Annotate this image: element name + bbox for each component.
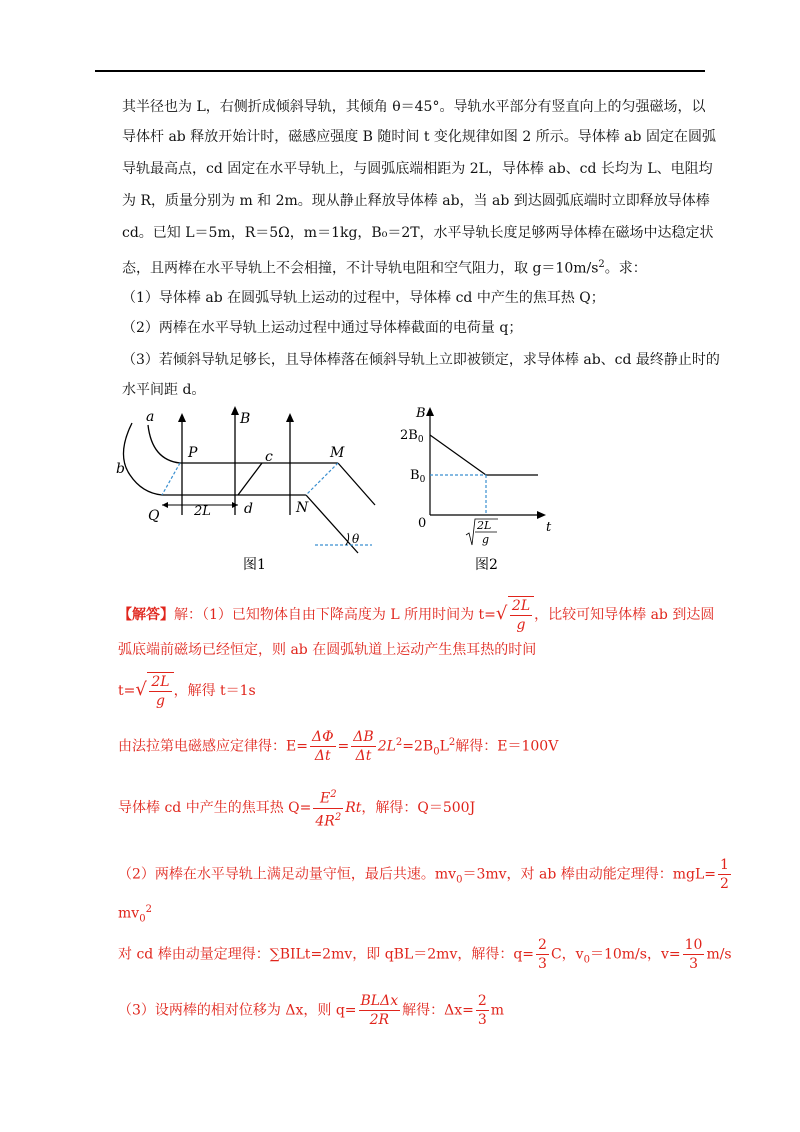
problem-line-2: 导体杆 ab 释放开始计时，磁感应强度 B 随时间 t 变化规律如图 2 所示。导体棒 ab 固定在圆弧 bbox=[122, 129, 716, 145]
label-M: M bbox=[330, 445, 345, 461]
label-c: c bbox=[265, 449, 273, 465]
question-2: （2）两棒在水平导轨上运动过程中通过导体棒截面的电荷量 q； bbox=[122, 320, 523, 336]
solution-line-3: t= √ $\frac{2L}{g}$ ，解得 t＝1s bbox=[118, 672, 256, 710]
label-P: P bbox=[188, 445, 198, 461]
solution-line-2: 弧底端前磁场已经恒定，则 ab 在圆弧轨道上运动产生焦耳热的时间 bbox=[118, 642, 537, 658]
graph-label-2B0: $2B_0$ bbox=[400, 428, 424, 445]
solution-line-4: 由法拉第电磁感应定律得：E= $\frac{\Delta\Phi}{\Delta t}$ = $\frac{\Delta B}{\Delta t}$ $2L^2=2B_0L^2$解得：E＝100V bbox=[118, 729, 559, 764]
figure-1-rail-diagram bbox=[110, 405, 390, 580]
figure-2-B-t-graph bbox=[400, 405, 560, 580]
graph-label-B: B bbox=[416, 406, 426, 421]
problem-line-4: 为 R，质量分别为 m 和 2m。现从静止释放导体棒 ab，当 ab 到达圆弧底端时立即释放导体棒 bbox=[122, 193, 710, 209]
solution-line-6: （2）两棒在水平导轨上满足动量守恒，最后共速。$mv_0=3mv$，对 ab 棒由动能定理得：mgL= $\frac{1}{2}$ bbox=[118, 857, 729, 892]
solution-line-5: 导体棒 cd 中产生的焦耳热 Q= $\frac{E^2}{4R^2}$ Rt，解得：Q＝500J bbox=[118, 786, 475, 830]
label-N: N bbox=[296, 500, 309, 516]
label-a: a bbox=[146, 409, 155, 425]
graph-label-origin: 0 bbox=[418, 516, 427, 531]
figure-2-caption: 图2 bbox=[475, 557, 498, 573]
graph-label-t: t bbox=[546, 520, 552, 535]
label-Q: Q bbox=[148, 508, 160, 524]
label-d: d bbox=[244, 501, 253, 517]
solution-line-8: 对 cd 棒由动量定理得：∑BILt=2mv，即 qBL＝2mv，解得：q= $\frac{2}{3}$ C，$v_0=10m/s$，v= $\frac{10}{3}$ m/s bbox=[118, 937, 732, 972]
solution-line-9: （3）设两棒的相对位移为 Δx，则 q= $\frac{\text{BLΔx}}{2R}$ 解得：Δx= $\frac{2}{3}$ m bbox=[118, 993, 505, 1028]
upper-inclined-rail bbox=[338, 463, 375, 505]
header-rule bbox=[95, 70, 705, 72]
problem-line-1: 其半径也为 L，右侧折成倾斜导轨，其倾角 θ＝45°。导轨水平部分有竖直向上的匀强磁场，以 bbox=[122, 99, 706, 115]
lower-arc-rail bbox=[123, 423, 162, 495]
problem-line-3: 导轨最高点，cd 固定在水平导轨上，与圆弧底端相距为 2L，导体棒 ab、cd 长均为 L、电阻均 bbox=[122, 161, 713, 177]
solution-line-7: $mv_0^2$ bbox=[118, 904, 152, 925]
figure-1-caption: 图1 bbox=[243, 557, 266, 573]
label-theta: θ bbox=[352, 532, 360, 546]
graph-tick-g: g bbox=[482, 533, 490, 546]
problem-line-5: cd。已知 L＝5m，R＝5Ω，m＝1kg，B₀＝2T，水平导轨长度足够两导体棒在磁场中达稳定状 bbox=[122, 225, 714, 241]
label-B: B bbox=[240, 411, 251, 427]
question-1: （1）导体棒 ab 在圆弧导轨上运动的过程中，导体棒 cd 中产生的焦耳热 Q； bbox=[122, 290, 605, 306]
graph-label-B0: $B_0$ bbox=[410, 468, 426, 485]
graph-B-curve bbox=[430, 435, 538, 475]
label-b: b bbox=[116, 461, 125, 477]
problem-line-6: 态，且两棒在水平导轨上不会相撞，不计导轨电阻和空气阻力，取 $g=10m/s^2$。求： bbox=[122, 259, 647, 277]
rod-cd bbox=[238, 463, 262, 495]
question-3-cont: 水平间距 d。 bbox=[122, 382, 206, 398]
solution-line-1: 【解答】解：（1）已知物体自由下降高度为 L 所用时间为 t= √ $\frac{2L}{g}$ ，比较可知导体棒 ab 到达圆 bbox=[118, 596, 714, 634]
graph-tick-2L: 2L bbox=[477, 519, 492, 532]
lower-inclined-rail bbox=[306, 495, 358, 553]
upper-arc-rail bbox=[148, 425, 180, 463]
question-3: （3）若倾斜导轨足够长，且导体棒落在倾斜导轨上立即被锁定，求导体棒 ab、cd 最终静止时的 bbox=[122, 352, 720, 368]
label-2L: 2L bbox=[194, 504, 211, 519]
